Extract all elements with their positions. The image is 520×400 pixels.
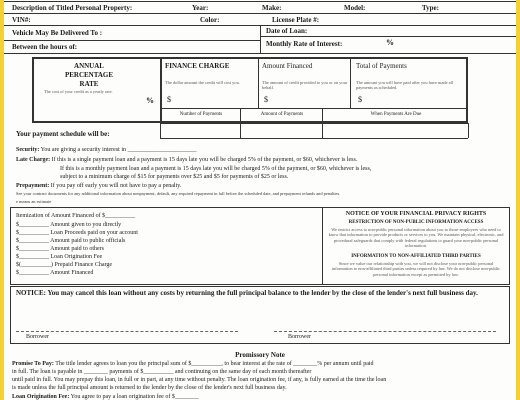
monthly-rate-label: Monthly Rate of Interest: bbox=[266, 40, 343, 48]
header-rule-1 bbox=[4, 13, 516, 14]
late-charge-text-1: If this is a single payment loan and a payment is 15 days late you will be charged 5% of the payment, or $60, whichever is less. bbox=[51, 157, 358, 163]
type-label: Type: bbox=[422, 4, 439, 12]
promise-text-1: The title lender agrees to loan you the principal sum of $__________, to bear interest at the rate of ________% per annum until paid bbox=[55, 361, 374, 367]
color-label: Color: bbox=[200, 16, 220, 24]
borrower-signature-line-1[interactable] bbox=[16, 331, 238, 332]
top-rule bbox=[4, 1, 516, 2]
itemization-row: $(__________) Prepaid Finance Charge bbox=[16, 262, 113, 268]
itemization-row: $__________ Amount paid to public officials bbox=[16, 238, 126, 244]
disclosure-divider-2 bbox=[258, 57, 259, 108]
finance-charge-unit: $ bbox=[167, 95, 171, 104]
privacy-restriction-text: We restrict access to non-public personal information about you to those employees who need to know that information to provide products or services to you. We maintain physical, electronic, and procedural safeguards that comply with federal regulations to guard your non-public personal information. bbox=[328, 227, 504, 249]
late-charge-label: Late Charge: bbox=[16, 157, 51, 163]
header-divider bbox=[260, 25, 261, 53]
privacy-third-party-title: INFORMATION TO NON-AFFILIATED THIRD PARTIES bbox=[351, 254, 481, 259]
origination-line bbox=[12, 394, 199, 400]
origination-text: You agree to pay a loan origination fee of $________ bbox=[70, 394, 199, 400]
finance-charge-title: FINANCE CHARGE bbox=[165, 62, 230, 70]
description-label: Description of Titled Personal Property: bbox=[12, 4, 133, 12]
itemization-row: $__________ Amount paid to others bbox=[16, 246, 104, 252]
payment-schedule-label: Your payment schedule will be: bbox=[16, 130, 110, 138]
schedule-divider-1 bbox=[240, 108, 241, 123]
security-line bbox=[16, 147, 196, 154]
schedule-row-left bbox=[160, 123, 161, 138]
prepayment-text: If you pay off early you will not have to pay a penalty. bbox=[50, 183, 182, 189]
itemization-row: $__________ Amount given to you directly bbox=[16, 222, 122, 228]
apr-title: ANNUAL PERCENTAGE RATE bbox=[64, 62, 114, 88]
promissory-note-title: Promissory Note bbox=[235, 351, 285, 359]
borrower-signature-line-2[interactable] bbox=[274, 331, 496, 332]
promise-text-2: in full. The loan is payable in ________ payments of $__________ and continuing on the same day of each month thereafter bbox=[12, 369, 312, 375]
schedule-divider-2 bbox=[322, 108, 323, 123]
schedule-row-right bbox=[468, 123, 469, 138]
security-label: Security: bbox=[16, 147, 40, 153]
amount-financed-description: The amount of credit provided to you or on your behalf. bbox=[262, 80, 348, 91]
borrower-label-2: Borrower bbox=[288, 334, 311, 340]
schedule-row-div-2 bbox=[322, 123, 323, 138]
schedule-row-div-1 bbox=[240, 123, 241, 138]
total-payments-unit: $ bbox=[358, 95, 362, 104]
vin-label: VIN#: bbox=[12, 16, 31, 24]
itemization-privacy-divider bbox=[322, 207, 323, 285]
finance-charge-description: The dollar amount the credit will cost you. bbox=[165, 80, 240, 85]
year-label: Year: bbox=[192, 4, 209, 12]
apr-description: The cost of your credit as a yearly rate. bbox=[44, 89, 113, 94]
total-payments-title: Total of Payments bbox=[356, 62, 407, 70]
schedule-header-amount: Amount of Payments bbox=[260, 112, 304, 117]
promise-text-4: is made unless the full principal amount is returned to the lender by the close of the lender's next full business day. bbox=[12, 385, 287, 391]
promise-line-1 bbox=[12, 361, 374, 368]
make-label: Make: bbox=[262, 4, 282, 12]
itemization-row: $__________ Loan Origination Fee bbox=[16, 254, 103, 260]
delivered-to-label: Vehicle May Be Delivered To : bbox=[12, 29, 103, 37]
origination-label: Loan Origination Fee: bbox=[12, 394, 70, 400]
between-hours-label: Between the hours of: bbox=[12, 43, 78, 51]
header-rule-4 bbox=[4, 40, 260, 41]
schedule-header-when: When Payments Are Due bbox=[370, 112, 422, 117]
promise-text-3: until paid in full. You may prepay this loan, in full or in part, at any time without penalty. The loan origination fee, if any, is fully earned at the time the loan bbox=[12, 377, 387, 383]
privacy-restriction-title: RESTRICTION OF NON-PUBLIC INFORMATION ACCESS bbox=[348, 220, 484, 225]
apr-unit: % bbox=[146, 96, 154, 105]
monthly-rate-percent: % bbox=[386, 38, 394, 47]
prepayment-label: Prepayment: bbox=[16, 183, 50, 189]
notice-text: NOTICE: You may cancel this loan without any costs by returning the full principal balance to the lender by the close of the lender's next full business day. bbox=[16, 289, 478, 297]
schedule-header-number: Number of Payments bbox=[179, 112, 223, 117]
estimate-note: e means an estimate bbox=[16, 199, 52, 204]
disclosure-divider-3 bbox=[350, 57, 351, 108]
schedule-row-2-bottom bbox=[160, 138, 468, 139]
late-charge-text-3: subject to a minimum charge of $15 for payments over $25 and $5 for payments of $25 or less. bbox=[60, 174, 289, 180]
amount-financed-unit: $ bbox=[264, 95, 268, 104]
late-charge-line-1 bbox=[16, 157, 357, 164]
itemization-title: Itemization of Amount Financed of $__________ bbox=[16, 213, 136, 219]
borrower-label-1: Borrower bbox=[26, 334, 49, 340]
privacy-third-party-text: Since we value our relationship with you, we will not disclose your non-public personal information to non-affiliated third parties unless required by law. We do not disclose non-public personal information except as permitted by law. bbox=[331, 261, 501, 277]
itemization-row: $__________ Amount Financed bbox=[16, 270, 94, 276]
header-rule-5 bbox=[4, 53, 516, 54]
total-payments-description: The amount you will have paid after you have made all payments as scheduled. bbox=[356, 80, 454, 91]
privacy-title: NOTICE OF YOUR FINANCIAL PRIVACY RIGHTS bbox=[345, 211, 487, 217]
license-plate-label: License Plate #: bbox=[272, 16, 320, 24]
itemization-row: $__________ Loan Proceeds paid on your account bbox=[16, 230, 138, 236]
header-rule-3 bbox=[260, 36, 516, 37]
security-text: You are giving a security interest in _______________________ bbox=[40, 147, 197, 153]
contract-note: See your contract documents for any additional information about nonpayment, default, any required repayment in full before the scheduled date, and prepayment refunds and penalties. bbox=[16, 191, 341, 196]
date-of-loan-label: Date of Loan: bbox=[266, 27, 308, 35]
prepayment-line bbox=[16, 183, 181, 190]
loan-form-page bbox=[4, 0, 516, 400]
schedule-row-1-bottom bbox=[160, 123, 468, 124]
promise-label: Promise To Pay: bbox=[12, 361, 54, 367]
late-charge-text-2: If this is a monthly payment loan and a payment is 15 days late you will be charged 5% of the payment, or $60, whichever is less, bbox=[60, 166, 372, 172]
disclosure-schedule-rule bbox=[160, 108, 468, 109]
model-label: Model: bbox=[344, 4, 366, 12]
amount-financed-title: Amount Financed bbox=[262, 62, 313, 70]
